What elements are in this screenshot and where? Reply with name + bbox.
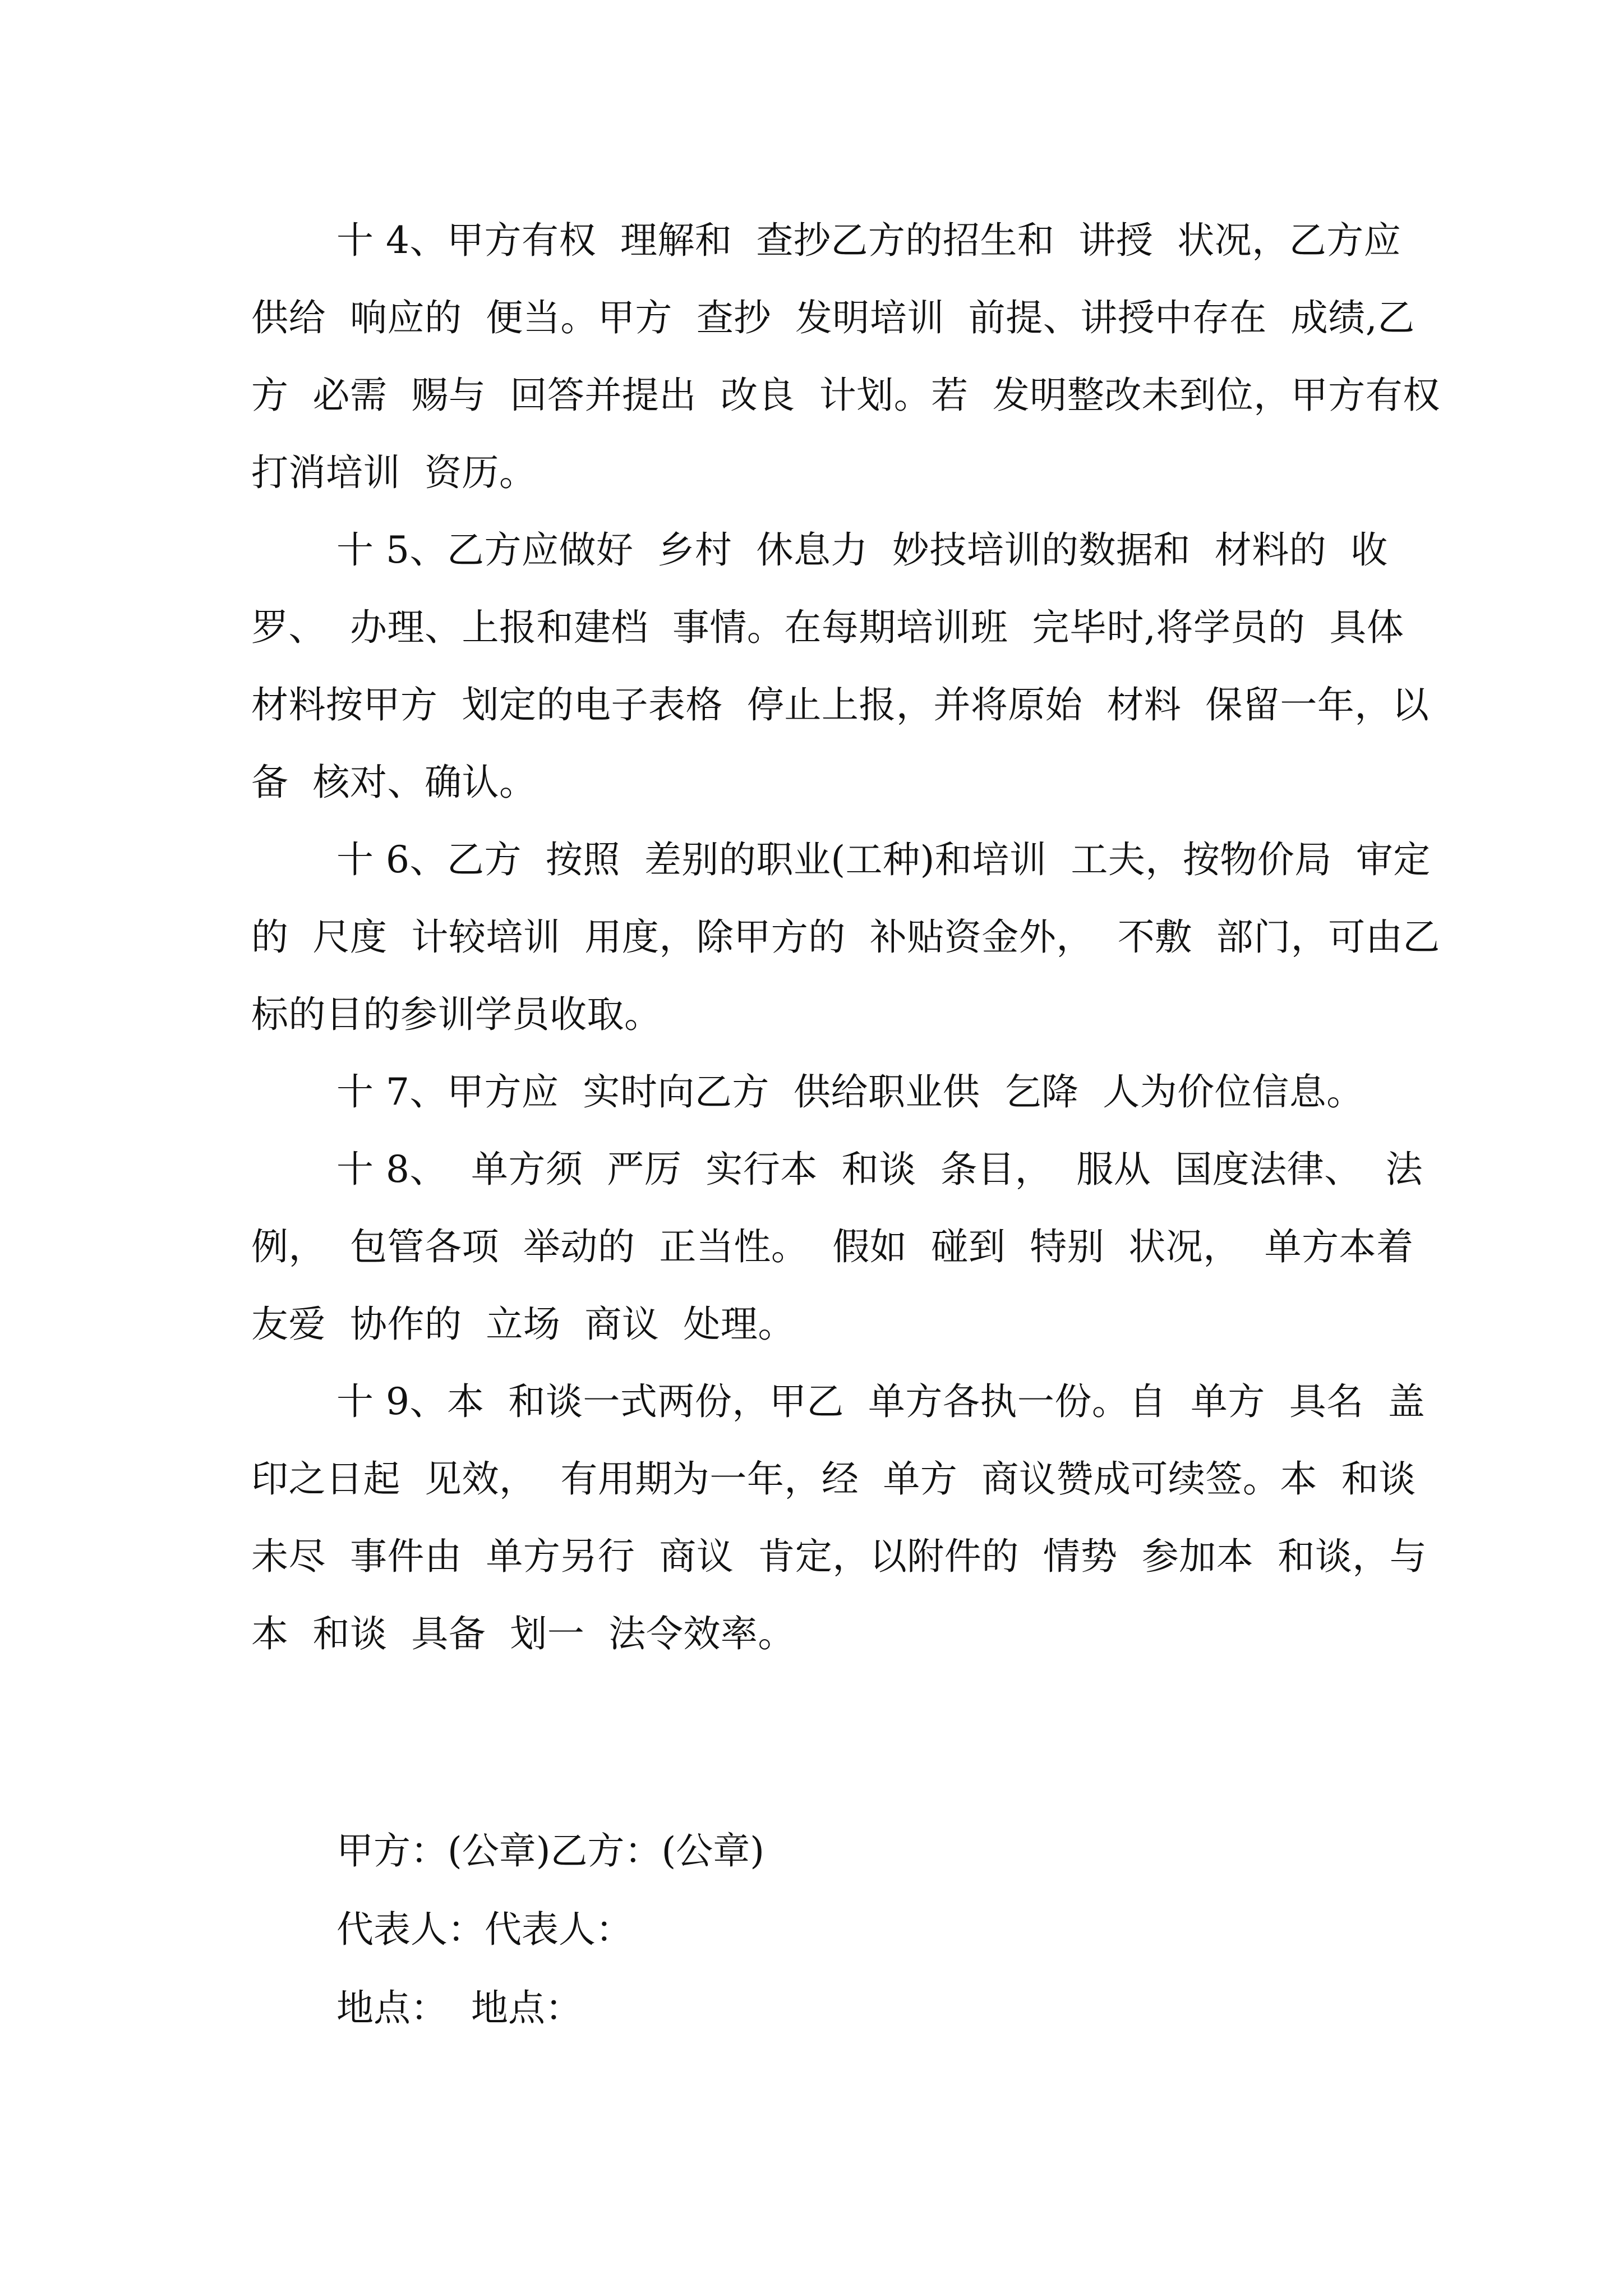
- signature-block: [336, 1812, 1346, 2047]
- clause-17: 十 7、甲方应 实时向乙方 供给职业供 乞降 人为价位信息。: [336, 1070, 1364, 1114]
- clause-14: 十 4、甲方有权 理解和 查抄乙方的招生和 讲授 状况，乙方应 供给 响应的 便当。甲方 查抄 发明培训 前提、讲授中存在 成绩,乙方 必需 赐与 回答并提出 改良 计划。若 发明整改未到位，甲方有权 打消培训 资历。: [251, 219, 1464, 494]
- clause-16: 十 6、乙方 按照 差别的职业(工种)和培训 工夫，按物价局 审定的 尺度 计较培训 用度，除甲方的 补贴资金外， 不敷 部门，可由乙 标的目的参训学员收取。: [251, 838, 1464, 1036]
- signature-representative-line: 代表人：代表人：: [336, 1908, 633, 1951]
- clause-18: 十 8、 单方须 严厉 实行本 和谈 条目， 服从 国度法律、 法例， 包管各项 举动的 正当性。 假如 碰到 特别 状况， 单方本着 友爱 协作的 立场 商议 处理。: [251, 1148, 1438, 1346]
- signature-location-line: 地点： 地点：: [336, 1986, 582, 2030]
- signature-party-seal-line: 甲方：(公章)乙方：(公章): [336, 1829, 764, 1872]
- contract-body: [251, 202, 1464, 1673]
- clause-15: 十 5、乙方应做好 乡村 休息力 妙技培训的数据和 材料的 收罗、 办理、上报和建档 事情。在每期培训班 完毕时,将学员的 具体 材料按甲方 划定的电子表格 停止上报，并将原始 材料 保留一年，以备 核对、确认。: [251, 528, 1430, 804]
- clause-19: 十 9、本 和谈一式两份，甲乙 单方各执一份。自 单方 具名 盖印之日起 见效， 有用期为一年，经 单方 商议赞成可续签。本 和谈未尽 事件由 单方另行 商议 肯定，以附件的 情势 参加本 和谈，与本 和谈 具备 划一 法令效率。: [251, 1380, 1427, 1655]
